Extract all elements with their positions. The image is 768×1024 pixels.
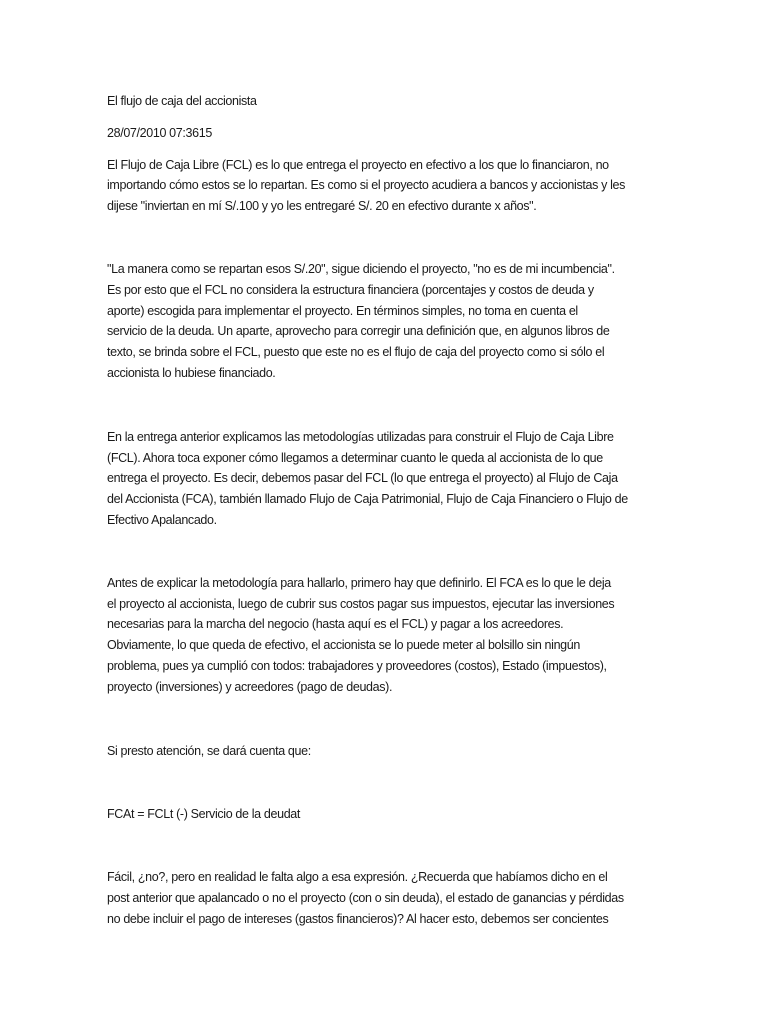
paragraph-line: Efectivo Apalancado. <box>107 512 217 527</box>
document-date: 28/07/2010 07:3615 <box>107 125 212 140</box>
paragraph-line: En la entrega anterior explicamos las metodologías utilizadas para construir el Flujo de Caja Libre <box>107 429 614 444</box>
paragraph-line: importando cómo estos se lo repartan. Es como si el proyecto acudiera a bancos y accionistas y les <box>107 178 626 193</box>
paragraph-line: post anterior que apalancado o no el proyecto (con o sin deuda), el estado de ganancias y pérdidas <box>107 890 624 905</box>
paragraph-line: proyecto (inversiones) y acreedores (pago de deudas). <box>107 679 393 694</box>
paragraph-line: aporte) escogida para implementar el proyecto. En términos simples, no toma en cuenta el <box>107 303 578 318</box>
paragraph-2 <box>107 259 667 384</box>
paragraph-line: "La manera como se repartan esos S/.20", sigue diciendo el proyecto, "no es de mi incumbencia". <box>107 261 615 276</box>
paragraph-line: El Flujo de Caja Libre (FCL) es lo que entrega el proyecto en efectivo a los que lo financiaron, no <box>107 157 609 172</box>
paragraph-line: dijese "inviertan en mí S/.100 y yo les entregaré S/. 20 en efectivo durante x años". <box>107 199 537 214</box>
paragraph-7 <box>107 867 667 929</box>
paragraph-line: entrega el proyecto. Es decir, debemos pasar del FCL (lo que entrega el proyecto) al Flujo de Caja <box>107 471 618 486</box>
paragraph-5 <box>107 741 667 762</box>
paragraph-line: accionista lo hubiese financiado. <box>107 365 276 380</box>
paragraph-line: Obviamente, lo que queda de efectivo, el accionista se lo puede meter al bolsillo sin ningún <box>107 638 580 653</box>
paragraph-line: Antes de explicar la metodología para hallarlo, primero hay que definirlo. El FCA es lo que le deja <box>107 575 611 590</box>
paragraph-line: (FCL). Ahora toca exponer cómo llegamos a determinar cuanto le queda al accionista de lo que <box>107 450 603 465</box>
paragraph-line: problema, pues ya cumplió con todos: trabajadores y proveedores (costos), Estado (impuestos), <box>107 658 607 673</box>
paragraph-line: necesarias para la marcha del negocio (hasta aquí es el FCL) y pagar a los acreedores. <box>107 617 564 632</box>
paragraph-line: el proyecto al accionista, luego de cubrir sus costos pagar sus impuestos, ejecutar las inversiones <box>107 596 615 611</box>
paragraph-line: servicio de la deuda. Un aparte, aprovecho para corregir una definición que, en algunos libros de <box>107 324 610 339</box>
formula-paragraph <box>107 804 667 825</box>
paragraph-line: Si presto atención, se dará cuenta que: <box>107 743 311 758</box>
document-page <box>107 91 667 930</box>
paragraph-1 <box>107 155 667 217</box>
paragraph-line: texto, se brinda sobre el FCL, puesto que este no es el flujo de caja del proyecto como si sólo el <box>107 345 605 360</box>
paragraph-line: del Accionista (FCA), también llamado Flujo de Caja Patrimonial, Flujo de Caja Financiero o Flujo de <box>107 492 628 507</box>
paragraph-3 <box>107 427 667 531</box>
paragraph-line: no debe incluir el pago de intereses (gastos financieros)? Al hacer esto, debemos ser concientes <box>107 911 609 926</box>
paragraph-4 <box>107 573 667 698</box>
paragraph-line: Fácil, ¿no?, pero en realidad le falta algo a esa expresión. ¿Recuerda que habíamos dicho en el <box>107 870 608 885</box>
paragraph-line: Es por esto que el FCL no considera la estructura financiera (porcentajes y costos de deuda y <box>107 282 594 297</box>
document-title: El flujo de caja del accionista <box>107 94 257 108</box>
formula-line: FCAt = FCLt (-) Servicio de la deudat <box>107 807 301 822</box>
